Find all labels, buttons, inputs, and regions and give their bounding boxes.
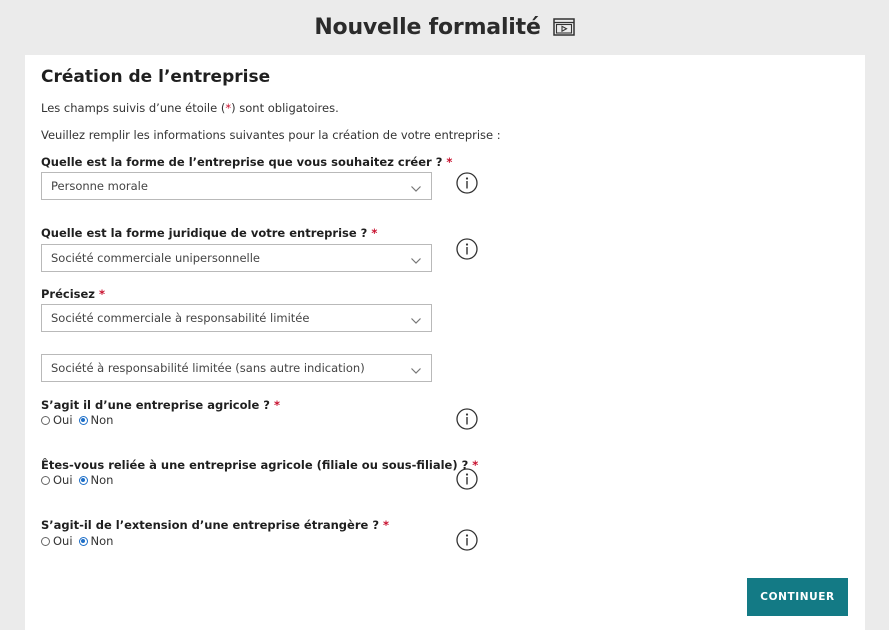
precisez-value: Société commerciale à responsabilité limitée <box>51 311 310 325</box>
radio-label: Oui <box>53 534 73 548</box>
chevron-down-icon <box>410 364 422 372</box>
forme-entreprise-label <box>41 155 452 169</box>
continue-button[interactable]: CONTINUER <box>747 578 848 616</box>
agricole-radio-group <box>41 413 119 427</box>
extension-label <box>41 518 389 532</box>
forme-entreprise-select[interactable] <box>41 172 432 200</box>
agricole-label <box>41 398 280 412</box>
radio-label: Non <box>90 534 114 548</box>
video-play-icon[interactable] <box>553 18 575 36</box>
section-title: Création de l’entreprise <box>41 67 271 87</box>
chevron-down-icon <box>410 254 422 262</box>
reliee-non-radio[interactable] <box>79 473 114 487</box>
agricole-label-text: S’agit il d’une entreprise agricole ? <box>41 398 270 412</box>
info-icon[interactable] <box>456 468 478 490</box>
required-star: * <box>225 101 232 115</box>
extension-oui-radio[interactable] <box>41 534 73 548</box>
required-star: * <box>273 398 280 412</box>
agricole-oui-radio[interactable] <box>41 413 73 427</box>
radio-checked-icon <box>79 476 88 485</box>
extension-radio-group <box>41 534 119 548</box>
forme-entreprise-value: Personne morale <box>51 179 148 193</box>
intro-text: Veuillez remplir les informations suivantes pour la création de votre entreprise : <box>41 128 501 142</box>
reliee-label <box>41 458 478 472</box>
radio-unchecked-icon <box>41 537 50 546</box>
info-icon[interactable] <box>456 238 478 260</box>
extension-label-text: S’agit-il de l’extension d’une entreprise étrangère ? <box>41 518 379 532</box>
forme-juridique-select[interactable] <box>41 244 432 272</box>
forme-juridique-label-text: Quelle est la forme juridique de votre entreprise ? <box>41 226 368 240</box>
radio-checked-icon <box>79 537 88 546</box>
radio-unchecked-icon <box>41 476 50 485</box>
reliee-oui-radio[interactable] <box>41 473 73 487</box>
agricole-non-radio[interactable] <box>79 413 114 427</box>
required-star: * <box>472 458 479 472</box>
extension-non-radio[interactable] <box>79 534 114 548</box>
radio-label: Oui <box>53 473 73 487</box>
radio-checked-icon <box>79 416 88 425</box>
required-star: * <box>99 287 106 301</box>
required-star: * <box>383 518 390 532</box>
radio-label: Oui <box>53 413 73 427</box>
required-star: * <box>446 155 453 169</box>
forme-juridique-value: Société commerciale unipersonnelle <box>51 251 260 265</box>
precisez-sub-value: Société à responsabilité limitée (sans autre indication) <box>51 361 365 375</box>
info-icon[interactable] <box>456 529 478 551</box>
precisez-sub-select[interactable] <box>41 354 432 382</box>
info-icon[interactable] <box>456 172 478 194</box>
precisez-label-text: Précisez <box>41 287 95 301</box>
form-card <box>25 55 865 630</box>
required-note <box>41 101 339 115</box>
required-note-before: Les champs suivis d’une étoile ( <box>41 101 226 115</box>
reliee-label-text: Êtes-vous reliée à une entreprise agricole (filiale ou sous-filiale) ? <box>41 458 469 472</box>
precisez-label <box>41 287 105 301</box>
required-note-after: ) sont obligatoires. <box>231 101 339 115</box>
chevron-down-icon <box>410 182 422 190</box>
forme-entreprise-label-text: Quelle est la forme de l’entreprise que vous souhaitez créer ? <box>41 155 443 169</box>
page-header <box>0 0 889 54</box>
forme-juridique-label <box>41 226 377 240</box>
required-star: * <box>371 226 378 240</box>
radio-unchecked-icon <box>41 416 50 425</box>
radio-label: Non <box>90 473 114 487</box>
reliee-radio-group <box>41 473 119 487</box>
chevron-down-icon <box>410 314 422 322</box>
page-title: Nouvelle formalité <box>314 14 541 40</box>
radio-label: Non <box>90 413 114 427</box>
info-icon[interactable] <box>456 408 478 430</box>
precisez-select[interactable] <box>41 304 432 332</box>
